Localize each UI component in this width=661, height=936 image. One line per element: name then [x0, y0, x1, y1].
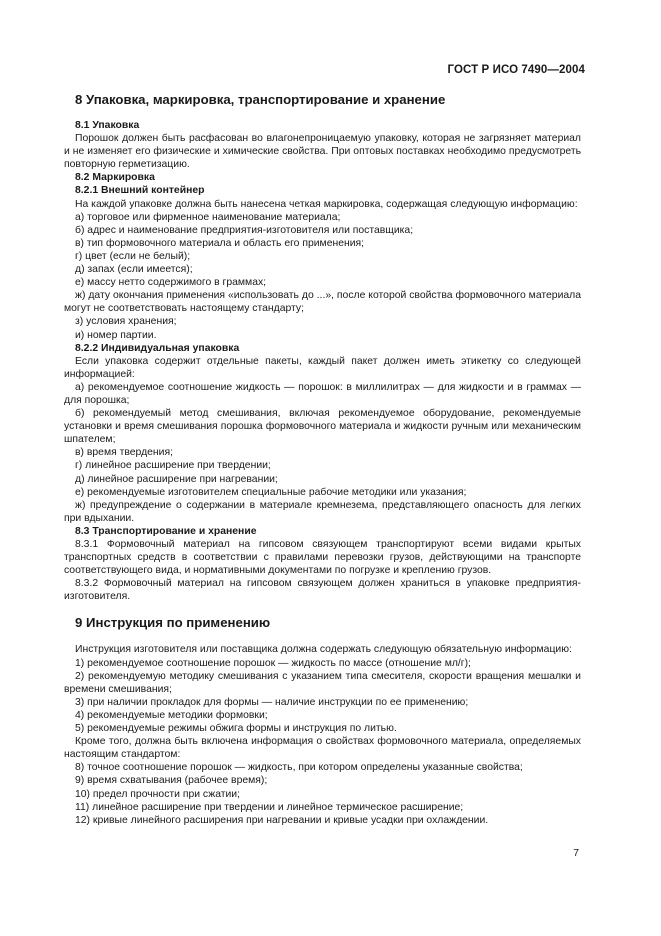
- section-8-title: 8 Упаковка, маркировка, транспортирование и хранение: [75, 92, 446, 107]
- page-number: 7: [573, 848, 579, 859]
- list-item: г) линейное расширение при твердении;: [75, 460, 271, 472]
- list-item: 12) кривые линейного расширения при нагревании и кривые усадки при охлаждении.: [75, 814, 489, 826]
- list-item: в) время твердения;: [75, 447, 173, 459]
- list-item: ж) дату окончания применения «использовать до ...», после которой свойства формовочного материала могут не соответствовать настоящему стандарту;: [64, 290, 581, 315]
- list-item: 11) линейное расширение при твердении и линейное термическое расширение;: [75, 801, 464, 813]
- clause-8-3-2: 8.3.2 Формовочный материал на гипсовом связующем должен храниться в упаковке предприятия-изготовителя.: [64, 578, 581, 603]
- list-item: 1) рекомендуемое соотношение порошок — жидкость по массе (отношение мл/г);: [75, 657, 471, 669]
- list-item: а) рекомендуемое соотношение жидкость — порошок: в миллилитрах — для жидкости и в граммах — для порошка;: [64, 381, 581, 406]
- subsection-8-3-heading: 8.3 Транспортирование и хранение: [75, 525, 257, 537]
- list-item: 4) рекомендуемые методики формовки;: [75, 709, 268, 721]
- subsection-8-2-1-intro: На каждой упаковке должна быть нанесена четкая маркировка, содержащая следующую информацию:: [75, 198, 578, 210]
- page-content: [64, 92, 581, 827]
- list-item: б) адрес и наименование предприятия-изготовителя или поставщика;: [75, 224, 414, 236]
- list-item: е) массу нетто содержимого в граммах;: [75, 277, 267, 289]
- section-9-intro-2: Кроме того, должна быть включена информация о свойствах формовочного материала, определяемых настоящим стандартом:: [64, 736, 581, 761]
- list-item: 10) предел прочности при сжатии;: [75, 788, 241, 800]
- list-item: 5) рекомендуемые режимы обжига формы и инструкция по литью.: [75, 723, 397, 735]
- list-item: г) цвет (если не белый);: [75, 250, 191, 262]
- list-item: б) рекомендуемый метод смешивания, включая рекомендуемое оборудование, рекомендуемые установки и время смешивания порошка формовочного материала и жидкости ручным или механическим шпателем;: [64, 408, 581, 446]
- list-item: и) номер партии.: [75, 329, 157, 341]
- list-item: в) тип формовочного материала и область его применения;: [75, 237, 365, 249]
- list-item: 2) рекомендуемую методику смешивания с указанием типа смесителя, скорости вращения мешалки и времени смешивания;: [64, 670, 581, 695]
- document-code: ГОСТ Р ИСО 7490—2004: [447, 64, 585, 76]
- list-item: 8) точное соотношение порошок — жидкость, при котором определены указанные свойства;: [75, 762, 523, 774]
- subsection-8-2-heading: 8.2 Маркировка: [75, 172, 155, 184]
- list-item: 3) при наличии прокладок для формы — наличие инструкции по ее применению;: [75, 696, 469, 708]
- list-item: 9) время схватывания (рабочее время);: [75, 775, 268, 787]
- list-item: ж) предупреждение о содержании в материале кремнезема, представляющего опасность для легких при вдыхании.: [64, 499, 581, 524]
- section-9-intro: Инструкция изготовителя или поставщика должна содержать следующую обязательную информацию:: [75, 644, 572, 656]
- list-item: е) рекомендуемые изготовителем специальные рабочие методики или указания;: [75, 486, 467, 498]
- subsection-8-1-text: Порошок должен быть расфасован во влагонепроницаемую упаковку, которая не загрязняет материал и не изменяет его физические и химические свойства. При оптовых поставках необходимо предусмотреть повторную герметизацию.: [64, 133, 581, 171]
- subsection-8-2-2-intro: Если упаковка содержит отдельные пакеты, каждый пакет должен иметь этикетку со следующей информацией:: [64, 355, 581, 380]
- clause-8-3-1: 8.3.1 Формовочный материал на гипсовом связующем транспортируют всеми видами крытых транспортных средств в соответствии с правилами перевозки грузов, действующими на транспорте соответствующего вида, и нормативными документами по погрузке и креплению грузов.: [64, 539, 581, 577]
- list-item: д) линейное расширение при нагревании;: [75, 473, 278, 485]
- subsection-8-2-2-heading: 8.2.2 Индивидуальная упаковка: [75, 342, 240, 354]
- list-item: а) торговое или фирменное наименование материала;: [75, 211, 341, 223]
- section-9-title: 9 Инструкция по применению: [75, 615, 271, 631]
- list-item: з) условия хранения;: [75, 316, 177, 328]
- subsection-8-2-1-heading: 8.2.1 Внешний контейнер: [75, 185, 205, 197]
- list-item: д) запах (если имеется);: [75, 264, 193, 276]
- subsection-8-1-heading: 8.1 Упаковка: [75, 120, 140, 131]
